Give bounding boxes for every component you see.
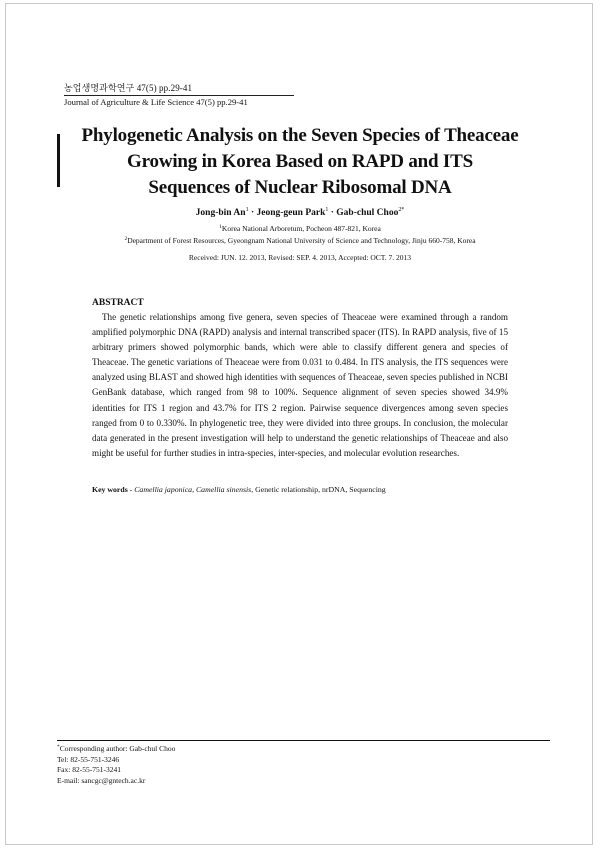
affiliation-text: Department of Forest Resources, Gyeongnam National University of Science and Technology, Jinju 660-758, Korea <box>127 236 476 245</box>
keyword-species-1: Camellia japonica <box>134 485 193 494</box>
abstract-heading: ABSTRACT <box>92 298 144 308</box>
journal-header-rule <box>64 95 294 96</box>
affiliation-2 <box>0 236 600 246</box>
affiliation-text: Korea National Arboretum, Pocheon 487-821, Korea <box>221 224 381 233</box>
paper-title <box>60 123 540 201</box>
journal-header <box>64 82 294 108</box>
author-affiliation-mark: 2* <box>398 207 405 213</box>
keyword-species-2: Camellia sinensis <box>195 485 252 494</box>
journal-korean-citation: 농업생명과학연구 47(5) pp.29-41 <box>64 83 193 93</box>
keywords-dash: - <box>127 485 135 494</box>
author-affiliation-mark: 1 <box>245 207 249 213</box>
keywords-rest: , Genetic relationship, nrDNA, Sequencing <box>251 485 386 494</box>
author-name: Jeong-geun Park <box>256 208 326 218</box>
submission-dates: Received: JUN. 12. 2013, Revised: SEP. 4. 2013, Accepted: OCT. 7. 2013 <box>188 253 412 262</box>
affiliation-mark: 1 <box>219 224 222 230</box>
footnotes <box>57 744 357 786</box>
author-name: Jong-bin An <box>195 208 246 218</box>
title-line-2: Growing in Korea Based on RAPD and ITS <box>127 151 473 172</box>
footnote-tel: Tel: 82-55-751-3246 <box>57 754 120 764</box>
author-separator: · <box>328 208 337 218</box>
footnote-email: E-mail: sancgc@gntech.ac.kr <box>57 775 146 785</box>
footnote-rule <box>57 740 550 741</box>
keywords-label: Key words <box>92 485 128 494</box>
abstract-body: The genetic relationships among five genera, seven species of Theaceae were examined through a random amplified polymorphic DNA (RAPD) analysis and internal transcribed spacer (ITS). In RAPD analysis, five of 15 arbitrary primers showed polymorphic bands, which were able to classify different genera and species of Theaceae. The genetic variations of Theaceae were from 0.031 to 0.484. In ITS analysis, the ITS sequences were analyzed using BLAST and showed high identities with sequences of Theaceae, seven species published in NCBI GenBank database, which ranged from 98 to 100%. Sequence alignment of seven species showed 34.9% identities for ITS 1 region and 43.7% for ITS 2 region. Pairwise sequence divergences among seven species ranged from 0 to 0.330%. In phylogenetic tree, they were divided into three groups. In conclusion, the molecular data generated in the present investigation will help to understand the genetic relationships of Theaceae and also might be useful for further studies in intra-species, inter-species, and molecular evolution researches. <box>92 312 508 458</box>
keywords-separator: , <box>192 485 196 494</box>
author-name: Gab-chul Choo <box>336 208 399 218</box>
author-separator: · <box>248 208 257 218</box>
footnote-fax: Fax: 82-55-751-3241 <box>57 765 121 774</box>
keywords <box>92 484 522 495</box>
affiliation-mark: 2 <box>124 236 128 242</box>
title-line-1: Phylogenetic Analysis on the Seven Species of Theaceae <box>81 125 519 146</box>
journal-english-citation: Journal of Agriculture & Life Science 47(5) pp.29-41 <box>64 97 248 107</box>
corresponding-author <box>57 744 357 755</box>
author-affiliation-mark: 1 <box>325 207 329 213</box>
corresponding-author-text: Corresponding author: Gab-chul Choo <box>59 744 176 753</box>
title-line-3: Sequences of Nuclear Ribosomal DNA <box>148 177 452 198</box>
corresponding-mark: * <box>57 744 60 750</box>
author-list <box>0 207 600 219</box>
affiliation-1 <box>0 224 600 234</box>
